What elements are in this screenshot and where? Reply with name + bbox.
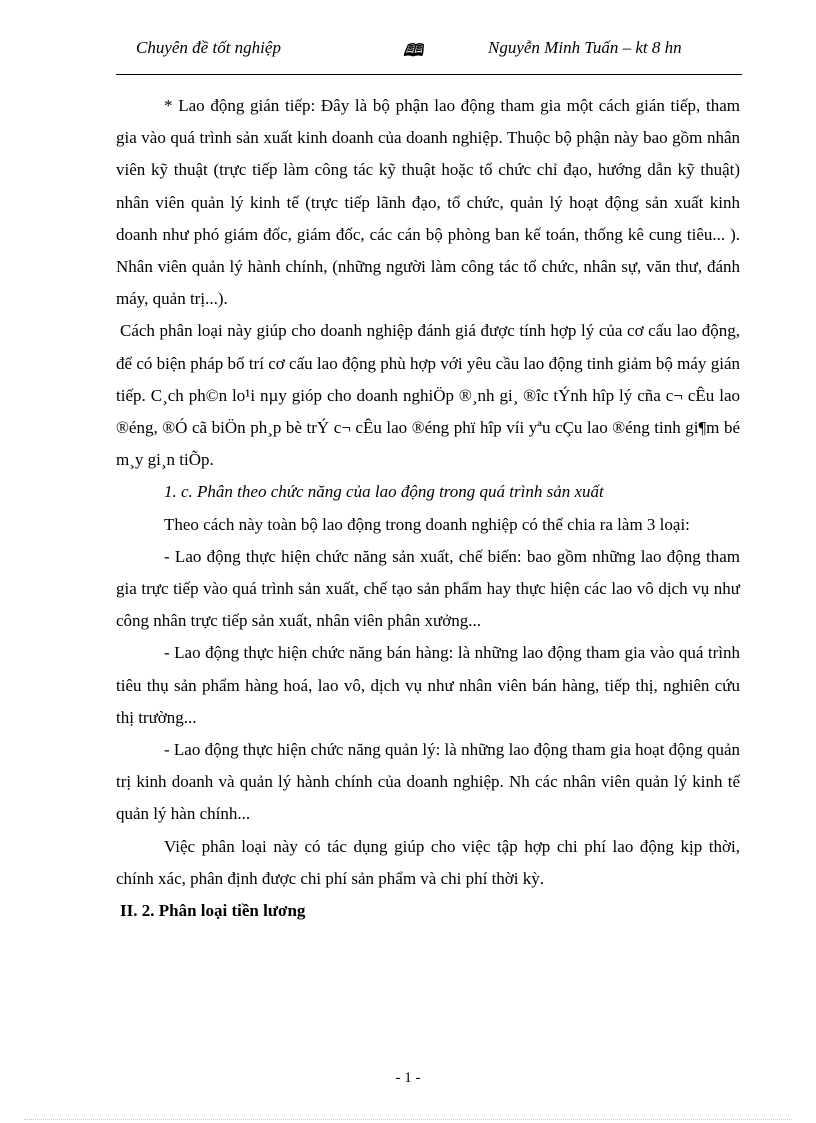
- header-document-title: Chuyên đề tốt nghiệp: [136, 38, 281, 57]
- subheading-1c: 1. c. Phân theo chức năng của lao động trong quá trình sản xuất: [164, 482, 604, 502]
- document-body: [116, 90, 740, 927]
- book-icon: 🕮: [403, 41, 423, 60]
- page-header: [118, 38, 740, 62]
- paragraph-three-types: Theo cách này toàn bộ lao động trong doanh nghiệp có thể chia ra làm 3 loại:: [164, 514, 690, 534]
- paragraph-classification-benefit: Cách phân loại này giúp cho doanh nghiệp đánh giá được tính hợp lý của cơ cấu lao động, để có biện pháp bố trí cơ cấu lao động phù hợp với yêu cầu lao động tinh giảm bộ máy gián tiếp. C¸ch ph©n lo¹i nµy gióp cho doanh nghiÖp ®¸nh gi¸ ®îc tÝnh hîp lý cña c¬ cÊu lao ®éng, ®Ó cã biÖn ph¸p bè trÝ c¬ cÊu lao ®éng phï hîp víi yªu cÇu lao ®éng tinh gi¶m bé m¸y gi¸n tiÕp.: [116, 321, 740, 470]
- page-number: - 1 -: [395, 1070, 421, 1086]
- paragraph-classification-effect: Việc phân loại này có tác dụng giúp cho việc tập hợp chi phí lao động kịp thời, chính xác, phân định được chi phí sản phẩm và chi phí thời kỳ.: [116, 836, 740, 888]
- paragraph-indirect-labor: * Lao động gián tiếp: Đây là bộ phận lao động tham gia một cách gián tiếp, tham gia vào quá trình sản xuất kinh doanh của doanh nghiệp. Thuộc bộ phận này bao gồm nhân viên kỹ thuật (trực tiếp làm công tác kỹ thuật hoặc tổ chức chỉ đạo, hướng dẫn kỹ thuật) nhân viên quản lý kinh tế (trực tiếp lãnh đạo, tổ chức, quản lý hoạt động sản xuất kinh doanh như phó giám đốc, giám đốc, các cán bộ phòng ban kế toán, thống kê cung tiêu... ). Nhân viên quản lý hành chính, (những người làm công tác tổ chức, nhân sự, văn thư, đánh máy, quản trị...).: [116, 96, 740, 309]
- paragraph-sales-labor: - Lao động thực hiện chức năng bán hàng: là những lao động tham gia vào quá trình tiêu thụ sản phẩm hàng hoá, lao vô, dịch vụ như nhân viên bán hàng, tiếp thị, nghiên cứu thị trường...: [116, 643, 740, 727]
- paragraph-production-labor: - Lao động thực hiện chức năng sản xuất, chế biến: bao gồm những lao động tham gia trực tiếp vào quá trình sản xuất, chế tạo sản phẩm hay thực hiện các lao vô dịch vụ như công nhân trực tiếp sản xuất, nhân viên phân xưởng...: [116, 546, 740, 631]
- header-author: Nguyễn Minh Tuấn – kt 8 hn: [488, 38, 682, 57]
- section-heading-ii-2: II. 2. Phân loại tiền lương: [120, 901, 306, 921]
- page-bottom-border: [24, 1119, 792, 1120]
- header-divider: [116, 74, 742, 75]
- paragraph-management-labor: - Lao động thực hiện chức năng quản lý: là những lao động tham gia hoạt động quản trị kinh doanh và quản lý hành chính của doanh nghiệp. Nh các nhân viên quản lý kinh tế quản lý hàn chính...: [116, 740, 740, 824]
